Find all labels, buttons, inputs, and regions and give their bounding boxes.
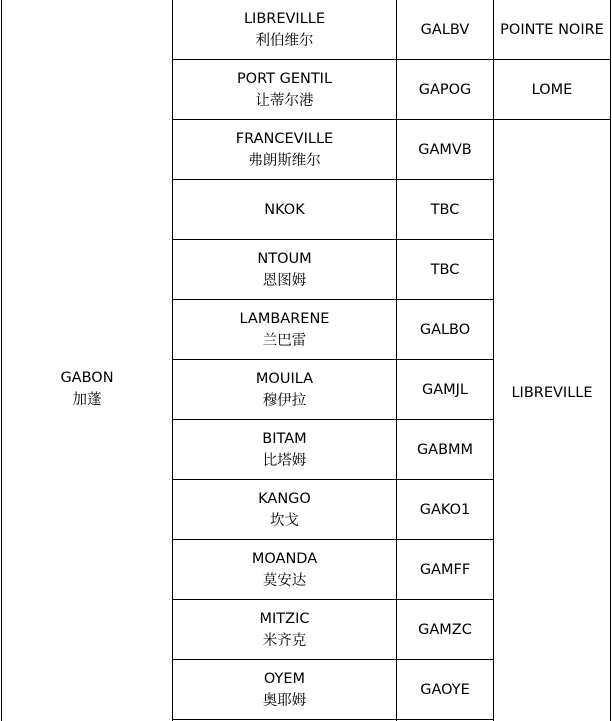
- table-border-right: [610, 0, 611, 721]
- city-name-cn: 莫安达: [262, 572, 307, 589]
- port-code: GAPOG: [418, 81, 472, 98]
- destination: LIBREVILLE: [511, 384, 593, 401]
- city-name: BITAM: [262, 430, 307, 447]
- city-name-cn: 利伯维尔: [255, 32, 314, 49]
- city-name-cn: 坎戈: [270, 512, 299, 529]
- country-name: GABON: [60, 369, 114, 386]
- port-code: GALBV: [420, 21, 470, 38]
- country-name-cn: 加蓬: [72, 391, 102, 408]
- port-code: TBC: [430, 261, 460, 278]
- city-name: MITZIC: [259, 610, 310, 627]
- code-cell: [397, 360, 493, 419]
- city-cell: [173, 420, 396, 479]
- destination-cell: [494, 0, 610, 59]
- city-cell: [173, 300, 396, 359]
- city-name: MOUILA: [255, 370, 314, 387]
- code-cell: [397, 240, 493, 299]
- code-cell: [397, 600, 493, 659]
- city-cell: [173, 600, 396, 659]
- city-cell: [173, 120, 396, 179]
- city-name: KANGO: [258, 490, 311, 507]
- city-name: FRANCEVILLE: [235, 130, 334, 147]
- city-name: MOANDA: [251, 550, 318, 567]
- city-cell: [173, 0, 396, 59]
- code-cell: [397, 120, 493, 179]
- destination: POINTE NOIRE: [500, 21, 604, 38]
- port-code: GAMZC: [418, 621, 472, 638]
- port-code: GAOYE: [420, 681, 470, 698]
- city-cell: [173, 180, 396, 239]
- code-cell: [397, 300, 493, 359]
- city-name-cn: 兰巴雷: [262, 332, 307, 349]
- code-cell: [397, 660, 493, 719]
- port-code: GAMJL: [421, 381, 469, 398]
- code-cell: [397, 480, 493, 539]
- port-code: TBC: [430, 201, 460, 218]
- city-cell: [173, 660, 396, 719]
- city-name: OYEM: [263, 670, 306, 687]
- code-cell: [397, 540, 493, 599]
- city-name-cn: 奥耶姆: [262, 692, 307, 709]
- code-cell: [397, 420, 493, 479]
- code-cell: [397, 180, 493, 239]
- city-name-cn: 弗朗斯维尔: [248, 152, 321, 169]
- country-cell: [2, 0, 172, 721]
- city-cell: [173, 540, 396, 599]
- city-name: PORT GENTIL: [236, 70, 333, 87]
- port-code: GALBO: [419, 321, 471, 338]
- destination-cell: [494, 60, 610, 119]
- city-name: LIBREVILLE: [243, 10, 326, 27]
- destination-cell: [494, 120, 610, 721]
- city-name-cn: 米齐克: [262, 632, 307, 649]
- port-code: GABMM: [416, 441, 474, 458]
- city-name: LAMBARENE: [239, 310, 330, 327]
- city-cell: [173, 480, 396, 539]
- destination: LOME: [531, 81, 573, 98]
- city-name-cn: 恩图姆: [262, 272, 307, 289]
- city-cell: [173, 360, 396, 419]
- port-code: GAMVB: [418, 141, 472, 158]
- code-cell: [397, 60, 493, 119]
- code-cell: [397, 0, 493, 59]
- port-code: GAKO1: [419, 501, 471, 518]
- city-cell: [173, 240, 396, 299]
- row-divider: [172, 719, 494, 720]
- city-name-cn: 比塔姆: [262, 452, 307, 469]
- city-name: NTOUM: [257, 250, 312, 267]
- city-cell: [173, 60, 396, 119]
- port-code: GAMFF: [419, 561, 471, 578]
- city-name-cn: 穆伊拉: [262, 392, 307, 409]
- city-name: NKOK: [264, 201, 305, 218]
- city-name-cn: 让蒂尔港: [255, 92, 314, 109]
